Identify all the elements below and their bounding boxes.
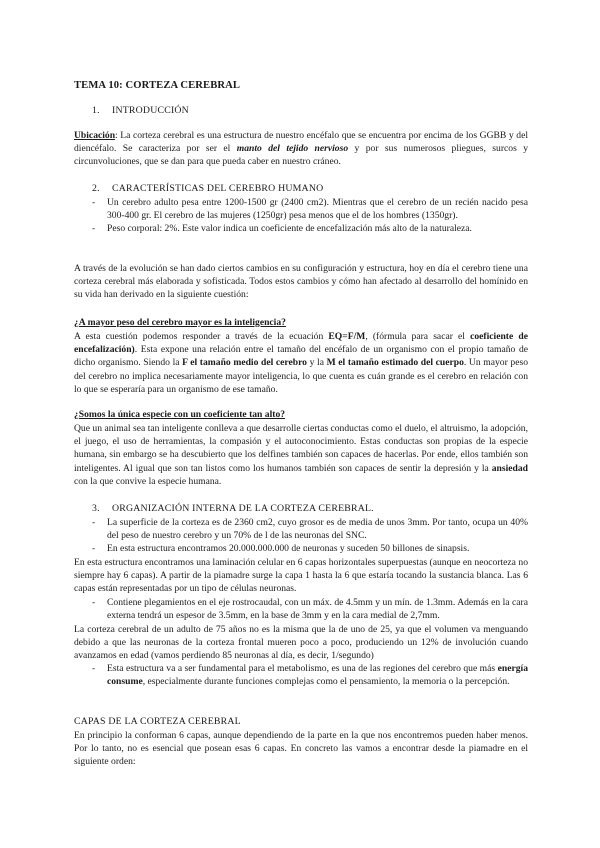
list-item-text: Esta estructura va a ser fundamental para el metabolismo, es una de las regiones del cerebro que más	[107, 663, 498, 674]
section-title: INTRODUCCIÓN	[112, 105, 189, 116]
list-item: - Peso corporal: 2%. Este valor indica un coeficiente de encefalización más alto de la naturaleza.	[92, 223, 472, 235]
question-1-paragraph	[74, 330, 528, 396]
section-title: ORGANIZACIÓN INTERNA DE LA CORTEZA CEREBRAL.	[112, 503, 374, 514]
section-1-heading	[74, 104, 528, 117]
emphasis: coeficiente de encefalización)	[74, 331, 528, 356]
section-number: 3.	[92, 503, 100, 514]
section-number: 1.	[92, 105, 100, 116]
list-item: - Esta estructura va a ser fundamental para el metabolismo, es una de las regiones del cerebro que más energía consume, especialmente durante funciones complejas como el pensamiento, la memoria o la percepción.	[92, 663, 528, 688]
question-2-paragraph	[74, 422, 528, 488]
capas-heading: CAPAS DE LA CORTEZA CEREBRAL	[74, 716, 241, 727]
list-item-text: Peso corporal: 2%. Este valor indica un coeficiente de encefalización más alto de la naturaleza.	[107, 223, 472, 235]
list-item-text: Contiene plegamientos en el eje rostrocaudal, con un máx. de 4.5mm y un mín. de 1.3mm. Además en la cara externa tendrá un espesor de 3.5mm, en la base de 3mm y en la cara medial de 2,7mm.	[107, 597, 528, 622]
text-run: , (fórmula para sacar el	[365, 331, 471, 342]
question-text: ¿Somos la única especie con un coeficiente tan alto?	[74, 409, 286, 420]
question-1-heading	[74, 316, 528, 329]
list-item: - Contiene plegamientos en el eje rostrocaudal, con un máx. de 4.5mm y un mín. de 1.3mm. Además en la cara externa tendrá un espesor de 3.5mm, en la base de 3mm y en la cara medial de 2,7mm.	[92, 597, 528, 622]
section-3-list-3	[74, 662, 528, 688]
aging-paragraph: La corteza cerebral de un adulto de 75 años no es la misma que la de uno de 25, ya que el volumen va menguando debido a que las neuronas de la corteza frontal mueren poco a poco, produciendo un 12% de involución cuando avanzamos en edad (vamos perdiendo 85 neuronas al día, es decir, 1/segundo)	[74, 624, 528, 662]
list-item: - Un cerebro adulto pesa entre 1200-1500 gr (2400 cm2). Mientras que el cerebro de un recién nacido pesa 300-400 gr. El cerebro de las mujeres (1250gr) pesa menos que el de los hombres (1350gr).	[92, 197, 528, 222]
emphasis: F el tamaño medio del cerebro	[182, 357, 307, 369]
emphasis: M el tamaño estimado del cuerpo	[326, 357, 464, 369]
list-item: - En esta estructura encontramos 20.000.000.000 de neuronas y suceden 50 billones de sinapsis.	[92, 543, 470, 555]
text-run: y la	[306, 357, 327, 369]
section-title: CARACTERÍSTICAS DEL CEREBRO HUMANO	[112, 183, 324, 194]
text-run: A esta cuestión podemos responder a través de la ecuación	[74, 331, 329, 342]
section-3-list-2	[74, 596, 528, 622]
lamination-paragraph: En esta estructura encontramos una laminación celular en 6 capas horizontales superpuestas (aunque en neocorteza no siempre hay 6 capas). A partir de la piamadre surge la capa 1 hasta la 6 que estaría tocando la sustancia blanca. Las 6 capas están representadas por un tipo de células neuronas.	[74, 557, 528, 595]
intro-emphasis: manto del tejido nervioso	[236, 143, 349, 155]
evolution-paragraph: A través de la evolución se han dado ciertos cambios en su configuración y estructura, hoy en día el cerebro tiene una corteza cerebral más elaborada y sofisticada. Todos estos cambios y cómo han afectado al desarrollo del homínido en su vida han derivado en la siguiente cuestión:	[74, 263, 528, 301]
intro-paragraph	[74, 129, 528, 169]
list-item-text: Un cerebro adulto pesa entre 1200-1500 gr (2400 cm2). Mientras que el cerebro de un recién nacido pesa 300-400 gr. El cerebro de las mujeres (1250gr) pesa menos que el de los hombres (1350gr).	[107, 197, 528, 222]
intro-text: : La corteza cerebral es una estructura de nuestro encéfalo que se encuentra por encima de los GGBB y del diencéfalo. Se caracteriza por ser el	[74, 130, 528, 155]
section-3-list-1	[74, 516, 528, 556]
intro-label: Ubicación	[74, 130, 116, 141]
section-number: 2.	[92, 183, 100, 194]
section-3-heading	[74, 502, 528, 515]
emphasis: ansiedad	[491, 462, 528, 474]
question-text: ¿A mayor peso del cerebro mayor es la inteligencia?	[74, 317, 286, 328]
text-run: . Esta expone una relación entre el tamaño del encéfalo de un organismo con el propio tamaño de dicho organismo. Siendo la	[74, 344, 528, 369]
intro-text-end: y por sus numerosos pliegues, surcos y circunvoluciones, que se dan para que pueda caber en nuestro cráneo.	[74, 143, 529, 168]
equation: EQ=F/M	[328, 331, 366, 342]
section-2-heading	[74, 182, 528, 195]
document-title: TEMA 10: CORTEZA CEREBRAL	[74, 80, 241, 91]
capas-paragraph: En principio la conforman 6 capas, aunque dependiendo de la parte en la que nos encontremos pueden haber menos. Por lo tanto, no es esencial que posean esas 6 capas. En concreto las vamos a encontrar desde la piamadre en el siguiente orden:	[74, 730, 528, 768]
text-run: . Un mayor peso del cerebro no implica necesariamente mayor inteligencia, lo que cuenta es cuán grande es el cerebro en relación con lo que se esperaría para un organismo de ese tamaño.	[74, 357, 528, 395]
list-item-text: , especialmente durante funciones complejas como el pensamiento, la memoria o la percepción.	[142, 676, 510, 688]
text-run: Que un animal sea tan inteligente conlleva a que desarrolle ciertas conductas como el duelo, el altruismo, la adopción, el juego, el uso de herramientas, la compasión y el autoconocimiento. Estas conductas son propias de la especie humana, sin embargo se ha descubierto que los delfines también son capaces de hacerlas. Por ende, ellos también son inteligentes. Al igual que son tan listos como los humanos también son capaces de sentir la depresión y la	[74, 423, 528, 474]
question-2-heading	[74, 408, 528, 421]
emphasis: energía consume	[107, 663, 528, 688]
list-item-text: En esta estructura encontramos 20.000.000.000 de neuronas y suceden 50 billones de sinapsis.	[107, 543, 470, 555]
text-run: con la que convive la especie humana.	[74, 475, 222, 487]
section-2-list	[74, 196, 528, 236]
list-item: - La superficie de la corteza es de 2360 cm2, cuyo grosor es de media de unos 3mm. Por tanto, ocupa un 40% del peso de nuestro cerebro y un 70% de l de las neuronas del SNC.	[92, 517, 528, 542]
list-item-text: La superficie de la corteza es de 2360 cm2, cuyo grosor es de media de unos 3mm. Por tanto, ocupa un 40% del peso de nuestro cerebro y un 70% de l de las neuronas del SNC.	[107, 517, 528, 542]
